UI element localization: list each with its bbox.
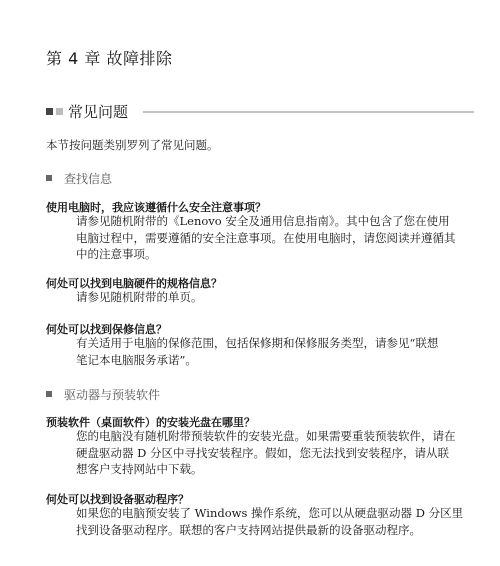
faq-question: 何处可以找到电脑硬件的规格信息？ [46, 277, 222, 290]
section-title: 常见问题 [68, 103, 129, 121]
section-divider [143, 111, 474, 113]
subsection-label: 查找信息 [64, 172, 113, 186]
section-marker-light-icon [56, 108, 63, 115]
answer-line: 请参见随机附带的《Lenovo 安全及通用信息指南》。其中包含了您在使用 [76, 214, 450, 228]
faq-question: 使用电脑时，我应该遵循什么安全注意事项？ [46, 201, 266, 214]
answer-line: 中的注意事项。 [76, 247, 157, 261]
faq-answer [76, 335, 472, 368]
faq-question: 何处可以找到设备驱动程序？ [46, 493, 189, 506]
answer-line: 请参见随机附带的单页。 [76, 290, 203, 304]
faq-question: 预装软件（桌面软件）的安装光盘在哪里？ [46, 416, 255, 429]
faq-question: 何处可以找到保修信息？ [46, 323, 167, 336]
section-header [46, 101, 474, 123]
section-marker-dark-icon [46, 108, 53, 115]
faq-answer [76, 505, 472, 538]
answer-line: 您的电脑没有随机附带预装软件的安装光盘。如果需要重装预装软件，请在 [76, 429, 456, 443]
faq-answer [76, 213, 472, 263]
section-intro: 本节按问题类别罗列了常见问题。 [46, 138, 219, 152]
answer-line: 电脑过程中，需要遵循的安全注意事项。在使用电脑时，请您阅读并遵循其 [76, 230, 456, 245]
bullet-icon [46, 391, 52, 397]
faq-answer [76, 428, 472, 478]
answer-line: 有关适用于电脑的保修范围，包括保修期和保修服务类型，请参见“联想 [76, 336, 439, 350]
bullet-icon [46, 175, 52, 181]
chapter-title: 第 4 章 故障排除 [46, 49, 173, 68]
subsection-heading-drivers-software [46, 386, 160, 403]
faq-answer [76, 289, 472, 306]
answer-line: 笔记本电脑服务承诺”。 [76, 352, 197, 367]
answer-line: 想客户支持网站中下载。 [76, 462, 203, 476]
subsection-heading-find-info [46, 170, 112, 187]
answer-line: 硬盘驱动器 D 分区中寻找安装程序。假如，您无法找到安装程序，请从联 [76, 445, 450, 460]
answer-line: 找到设备驱动程序。联想的客户支持网站提供最新的设备驱动程序。 [76, 522, 421, 537]
subsection-label: 驱动器与预装软件 [64, 388, 161, 402]
answer-line: 如果您的电脑预安装了 Windows 操作系统，您可以从硬盘驱动器 D 分区里 [76, 506, 464, 520]
